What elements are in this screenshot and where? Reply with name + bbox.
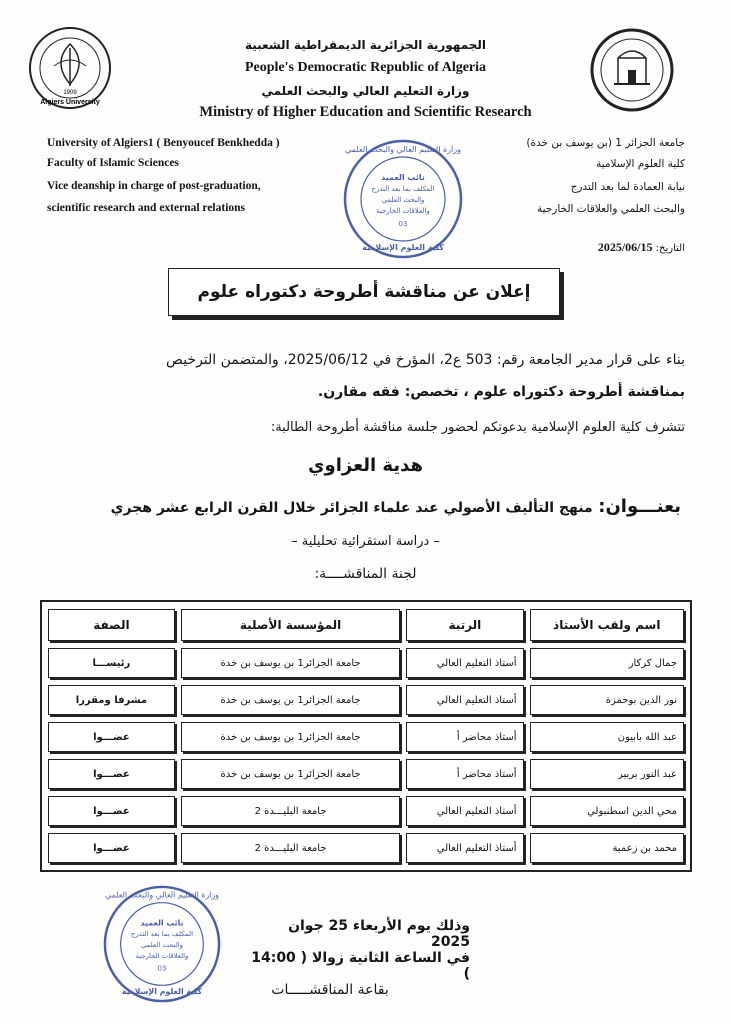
stamp-line-1: نائب العميد bbox=[140, 918, 184, 928]
header-name: اسم ولقب الأستاذ bbox=[530, 609, 684, 641]
official-stamp-top bbox=[340, 136, 466, 262]
member-name: عبد النور بربير bbox=[530, 759, 684, 789]
member-name: محي الدين اسطنبولي bbox=[530, 796, 684, 826]
stamp-line-1: نائب العميد bbox=[381, 173, 425, 182]
header-rank: الرتبة bbox=[406, 609, 523, 641]
vice-deanship-ar-2: والبحث العلمي والعلاقات الخارجية bbox=[536, 203, 685, 215]
date-label: التاريخ: bbox=[655, 243, 685, 254]
header-institution: المؤسسة الأصلية bbox=[181, 609, 401, 641]
committee-table bbox=[40, 600, 692, 872]
member-name: عبد الله بابيون bbox=[530, 722, 684, 752]
invitation-paragraph: تتشرف كلية العلوم الإسلامية بدعوتكم لحضور جلسة مناقشة أطروحة الطالبة: bbox=[270, 420, 685, 435]
faculty-logo bbox=[590, 28, 674, 112]
subject-label: بعنـــوان: bbox=[598, 496, 681, 517]
authorization-paragraph: بمناقشة أطروحة دكتوراه علوم ، تخصص: فقه مقارن. bbox=[317, 384, 685, 400]
member-role: عضـــوا bbox=[48, 796, 175, 826]
member-name: محمد بن زعمية bbox=[530, 833, 684, 863]
vice-deanship-en-1: Vice deanship in charge of post-graduation, bbox=[47, 180, 261, 192]
member-institution: جامعة الجزائر1 بن يوسف بن خدة bbox=[181, 759, 401, 789]
stamp-line-3: والبحث العلمي bbox=[381, 196, 425, 204]
member-role: عضـــوا bbox=[48, 833, 175, 863]
republic-arabic: الجمهورية الجزائرية الديمقراطية الشعبية bbox=[244, 38, 487, 52]
university-name-ar: جامعة الجزائر 1 (بن يوسف بن خدة) bbox=[526, 137, 685, 149]
member-name: جمال كركار bbox=[530, 648, 684, 678]
table-header-row bbox=[48, 609, 684, 641]
stamp-ring-text: وزارة التعليم العالي والبحث العلمي bbox=[345, 145, 461, 154]
stamp-bottom-text: كلية العلوم الإسلامية bbox=[362, 243, 444, 252]
faculty-name-en: Faculty of Islamic Sciences bbox=[47, 157, 179, 169]
member-rank: أستاذ محاضر أ bbox=[406, 759, 523, 789]
member-rank: أستاذ التعليم العالي bbox=[406, 685, 523, 715]
member-role: رئيســـا bbox=[48, 648, 175, 678]
member-rank: أستاذ التعليم العالي bbox=[406, 833, 523, 863]
stamp-line-4: والعلاقات الخارجية bbox=[376, 207, 430, 215]
member-institution: جامعة الجزائر1 بن يوسف بن خدة bbox=[181, 685, 401, 715]
logo-year-text: 1909 bbox=[63, 90, 77, 96]
logo-university-text: Algiers University bbox=[40, 99, 100, 106]
member-institution: جامعة الجزائر1 بن يوسف بن خدة bbox=[181, 648, 401, 678]
student-name: هدية العزاوي bbox=[308, 455, 423, 476]
thesis-subtitle: – دراسة استقرائية تحليلية – bbox=[291, 534, 440, 549]
member-rank: أستاذ التعليم العالي bbox=[406, 648, 523, 678]
member-institution: جامعة البليـــدة 2 bbox=[181, 833, 401, 863]
table-row bbox=[48, 685, 684, 715]
stamp-ring-text: وزارة التعليم العالي والبحث العلمي bbox=[105, 890, 219, 900]
official-stamp-bottom bbox=[100, 882, 224, 1006]
vice-deanship-ar-1: نيابة العمادة لما بعد التدرج bbox=[570, 181, 685, 193]
member-name: نور الدين بوحمزة bbox=[530, 685, 684, 715]
member-institution: جامعة الجزائر1 بن يوسف بن خدة bbox=[181, 722, 401, 752]
table-row bbox=[48, 833, 684, 863]
announcement-title: إعلان عن مناقشة أطروحة دكتوراه علوم bbox=[168, 268, 560, 316]
thesis-subject-line bbox=[80, 496, 681, 517]
republic-english: People's Democratic Republic of Algeria bbox=[244, 60, 487, 75]
stamp-number: 03 bbox=[157, 964, 167, 973]
thesis-subject: منهج التأليف الأصولي عند علماء الجزائر خلال القرن الرابع عشر هجري bbox=[110, 500, 593, 516]
stamp-line-3: والبحث العلمي bbox=[140, 940, 184, 949]
date-line bbox=[598, 240, 685, 255]
stamp-line-2: المكلف بما بعد التدرج bbox=[371, 185, 435, 193]
algiers-university-logo bbox=[28, 26, 112, 110]
decision-paragraph: بناء على قرار مدير الجامعة رقم: 503 ع2، المؤرخ في 2025/06/12، والمتضمن الترخيص bbox=[166, 352, 685, 368]
table-row bbox=[48, 796, 684, 826]
stamp-bottom-text: كلية العلوم الإسلامية bbox=[121, 987, 203, 997]
table-row bbox=[48, 722, 684, 752]
university-name-en: University of Algiers1 ( Benyoucef Benkhedda ) bbox=[47, 137, 280, 149]
table-row bbox=[48, 648, 684, 678]
defense-room: بقاعة المناقشـــــات bbox=[271, 982, 389, 998]
faculty-name-ar: كلية العلوم الإسلامية bbox=[596, 158, 685, 170]
header-role: الصفة bbox=[48, 609, 175, 641]
ministry-english: Ministry of Higher Education and Scientific Research bbox=[199, 104, 532, 120]
member-role: مشرفا ومقررا bbox=[48, 685, 175, 715]
member-role: عضـــوا bbox=[48, 759, 175, 789]
member-rank: أستاذ محاضر أ bbox=[406, 722, 523, 752]
stamp-number: 03 bbox=[398, 220, 408, 228]
member-rank: أستاذ التعليم العالي bbox=[406, 796, 523, 826]
stamp-line-2: المكلف بما بعد التدرج bbox=[131, 930, 193, 939]
vice-deanship-en-2: scientific research and external relations bbox=[47, 202, 246, 214]
stamp-line-4: والعلاقات الخارجية bbox=[135, 951, 189, 960]
date-value: 2025/06/15 bbox=[597, 240, 653, 254]
committee-label: لجنة المناقشــــة: bbox=[314, 566, 417, 582]
member-role: عضـــوا bbox=[48, 722, 175, 752]
defense-time: في الساعة الثانية زوالا ( 14:00 ) bbox=[251, 950, 470, 982]
ministry-arabic: وزارة التعليم العالي والبحث العلمي bbox=[261, 84, 470, 98]
defense-date: وذلك يوم الأربعاء 25 جوان 2025 bbox=[288, 918, 470, 950]
member-institution: جامعة البليـــدة 2 bbox=[181, 796, 401, 826]
table-row bbox=[48, 759, 684, 789]
